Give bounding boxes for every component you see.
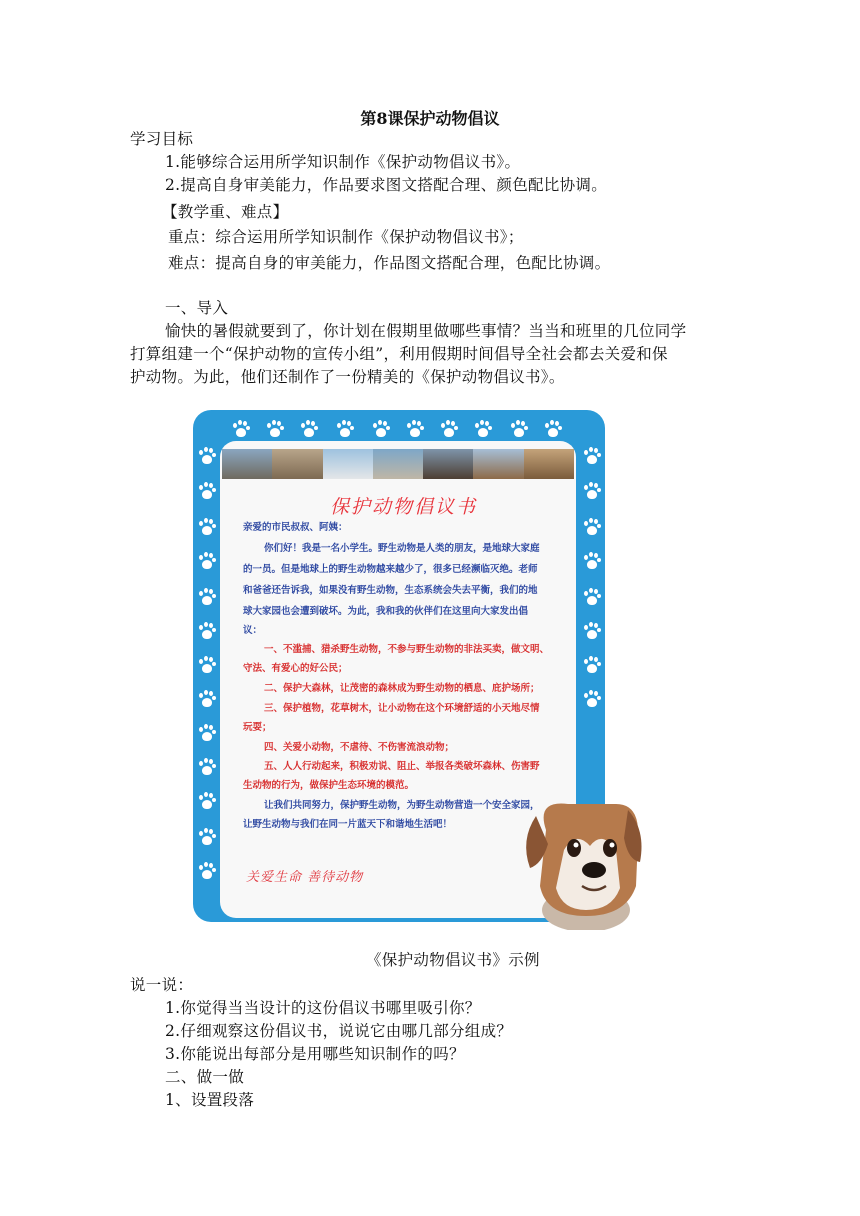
paw-print-icon bbox=[372, 420, 390, 438]
photo-desert bbox=[524, 449, 574, 479]
objectives-heading: 学习目标 bbox=[130, 130, 194, 148]
paw-print-icon bbox=[198, 828, 216, 846]
paw-print-icon bbox=[583, 656, 601, 674]
intro-heading: 一、导入 bbox=[165, 299, 229, 317]
paw-print-icon bbox=[198, 758, 216, 776]
paw-print-icon bbox=[544, 420, 562, 438]
poster-item: 三、保护植物，花草树木，让小动物在这个环境舒适的小天地尽情 bbox=[264, 703, 540, 714]
animal-photo-strip bbox=[222, 449, 574, 479]
discuss-heading: 说一说： bbox=[130, 976, 194, 994]
poster-item: 五、人人行动起来，积极劝说、阻止、举报各类破坏森林、伤害野 bbox=[264, 761, 540, 772]
paw-print-icon bbox=[198, 792, 216, 810]
discuss-item: 1.你觉得当当设计的这份倡议书哪里吸引你？ bbox=[165, 999, 481, 1017]
paw-print-icon bbox=[300, 420, 318, 438]
poster-closing-line: 让野生动物与我们在同一片蓝天下和谐地生活吧！ bbox=[243, 819, 453, 830]
lesson-title: 第8课保护动物倡议 bbox=[360, 109, 500, 128]
intro-line: 愉快的暑假就要到了，你计划在假期里做哪些事情？当当和班里的几位同学 bbox=[165, 322, 687, 340]
poster-greeting: 亲爱的市民叔叔、阿姨： bbox=[243, 522, 348, 533]
poster-item: 二、保护大森林，让茂密的森林成为野生动物的栖息、庇护场所； bbox=[264, 683, 540, 694]
objective-item: 1.能够综合运用所学知识制作《保护动物倡议书》。 bbox=[165, 153, 521, 171]
paw-print-icon bbox=[583, 690, 601, 708]
paw-print-icon bbox=[232, 420, 250, 438]
poster-signature: 关爱生命 善待动物 bbox=[246, 870, 364, 885]
poster-body-line: 球大家园也会遭到破坏。为此，我和我的伙伴们在这里向大家发出倡 bbox=[243, 606, 529, 617]
puppy-illustration bbox=[516, 790, 646, 930]
photo-hunter bbox=[423, 449, 473, 479]
paw-print-icon bbox=[266, 420, 284, 438]
photo-polar-bear bbox=[323, 449, 373, 479]
paw-print-icon bbox=[510, 420, 528, 438]
photo-field bbox=[473, 449, 523, 479]
poster-item: 四、关爱小动物，不虐待、不伤害流浪动物； bbox=[264, 742, 455, 753]
paw-print-icon bbox=[198, 447, 216, 465]
poster-body-line: 议： bbox=[243, 625, 263, 636]
paw-print-icon bbox=[198, 690, 216, 708]
paw-print-icon bbox=[198, 588, 216, 606]
difficult-point: 难点：提高自身的审美能力，作品图文搭配合理，色配比协调。 bbox=[168, 254, 611, 272]
photo-lion bbox=[272, 449, 322, 479]
photo-seal bbox=[373, 449, 423, 479]
poster-item: 玩耍； bbox=[243, 722, 272, 733]
key-point: 重点：综合运用所学知识制作《保护动物倡议书》； bbox=[168, 228, 524, 246]
paw-print-icon bbox=[583, 588, 601, 606]
paw-print-icon bbox=[583, 518, 601, 536]
poster-item: 一、不滥捕、猎杀野生动物，不参与野生动物的非法买卖，做文明、 bbox=[264, 644, 550, 655]
poster-item: 生动物的行为，做保护生态环境的模范。 bbox=[243, 780, 415, 791]
poster-closing-line: 让我们共同努力，保护野生动物，为野生动物营造一个安全家园， bbox=[264, 800, 540, 811]
paw-print-icon bbox=[198, 724, 216, 742]
intro-line: 打算组建一个“保护动物的宣传小组”，利用假期时间倡导全社会都去关爱和保 bbox=[130, 345, 668, 363]
objective-item: 2.提高自身审美能力，作品要求图文搭配合理、颜色配比协调。 bbox=[165, 176, 607, 194]
photo-elephant bbox=[222, 449, 272, 479]
paw-print-icon bbox=[336, 420, 354, 438]
paw-print-icon bbox=[198, 622, 216, 640]
paw-print-icon bbox=[198, 518, 216, 536]
poster-body-line: 你们好！我是一名小学生。野生动物是人类的朋友，是地球大家庭 bbox=[264, 543, 540, 554]
paw-print-icon bbox=[474, 420, 492, 438]
do-item: 1、设置段落 bbox=[165, 1091, 255, 1109]
poster-body-line: 和爸爸还告诉我，如果没有野生动物，生态系统会失去平衡，我们的地 bbox=[243, 585, 538, 596]
discuss-item: 2.仔细观察这份倡议书，说说它由哪几部分组成？ bbox=[165, 1022, 513, 1040]
do-heading: 二、做一做 bbox=[165, 1068, 245, 1086]
paw-print-icon bbox=[583, 447, 601, 465]
figure-caption: 《保护动物倡议书》示例 bbox=[366, 951, 540, 969]
intro-line: 护动物。为此，他们还制作了一份精美的《保护动物倡议书》。 bbox=[130, 368, 565, 386]
paw-print-icon bbox=[583, 482, 601, 500]
paw-print-icon bbox=[198, 656, 216, 674]
paw-print-icon bbox=[440, 420, 458, 438]
key-heading: 【教学重、难点】 bbox=[162, 203, 289, 221]
paw-print-icon bbox=[198, 482, 216, 500]
poster-body-line: 的一员。但是地球上的野生动物越来越少了，很多已经濒临灭绝。老师 bbox=[243, 564, 538, 575]
poster-title: 保护动物倡议书 bbox=[330, 496, 478, 518]
paw-print-icon bbox=[406, 420, 424, 438]
paw-print-icon bbox=[583, 622, 601, 640]
paw-print-icon bbox=[198, 552, 216, 570]
poster-item: 守法、有爱心的好公民； bbox=[243, 663, 348, 674]
discuss-item: 3.你能说出每部分是用哪些知识制作的吗？ bbox=[165, 1045, 465, 1063]
paw-print-icon bbox=[198, 862, 216, 880]
paw-print-icon bbox=[583, 552, 601, 570]
